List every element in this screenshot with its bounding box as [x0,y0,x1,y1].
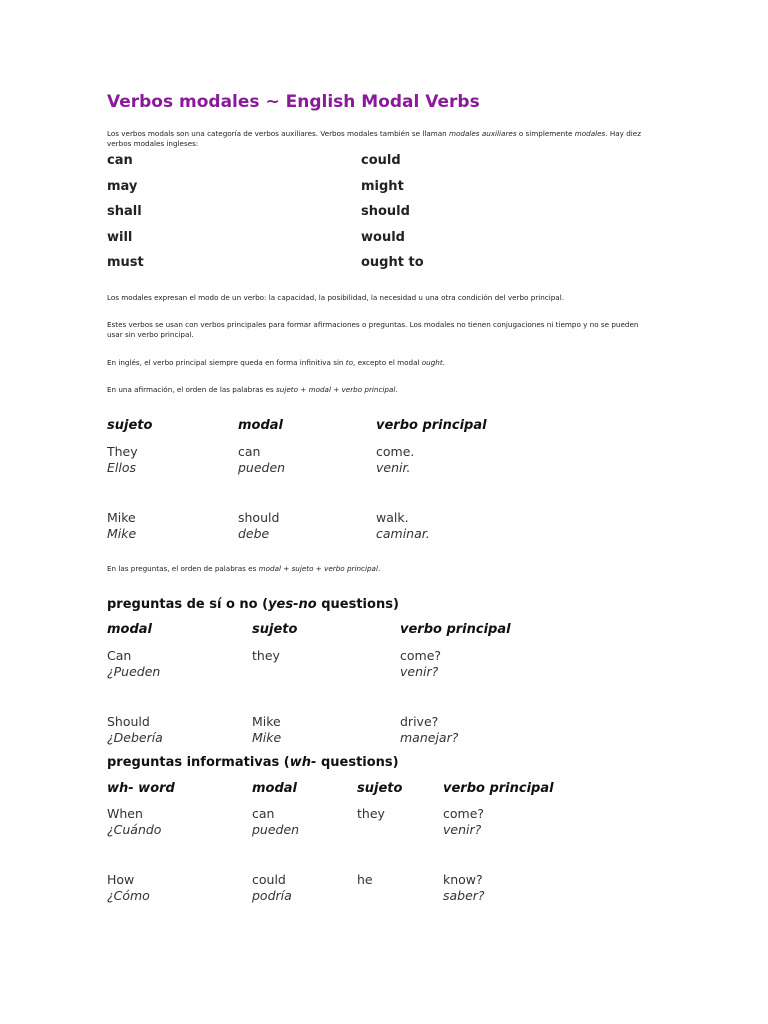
affirm-header-modal: modal [238,418,284,433]
modal-list-left-4: will [107,230,133,245]
para5-text-1: En las preguntas, el orden de palabras es [107,564,259,573]
intro-text-2: o simplemente [516,129,575,138]
affirm-header-verb: verbo principal [376,418,487,433]
para3-text-1: En inglés, el verbo principal siempre queda en forma infinitiva sin [107,358,346,367]
affirm-row1-verb-es: venir. [376,460,411,475]
wh-header-verb: verbo principal [443,781,554,796]
yesno-row2-verb-es: manejar? [400,730,459,745]
yesno-header-verb: verbo principal [400,622,511,637]
paragraph-question-order [107,564,652,574]
yesno-row1-modal-en: Can [107,648,132,663]
para4-em: sujeto + modal + verbo principal [276,385,396,394]
wh-row2-verb-es: saber? [443,888,485,903]
intro-text-1: Los verbos modals son una categoría de verbos auxiliares. Verbos modales también se llaman [107,129,450,138]
wh-title-text-2: questions) [316,755,399,770]
wh-row2-word-es: ¿Cómo [107,888,150,903]
para3-text-2: , excepto el modal [353,358,422,367]
affirm-row1-modal-en: can [238,444,261,459]
modal-list-right-1: could [361,153,401,168]
paragraph-infinitive [107,358,652,368]
yesno-row2-modal-es: ¿Debería [107,730,163,745]
paragraph-affirm-order [107,385,652,395]
yesno-row1-subject-en: they [252,648,280,663]
wh-row2-verb-en: know? [443,872,483,887]
wh-row1-modal-es: pueden [252,822,300,837]
intro-em-2: modales [574,129,606,138]
affirm-row1-subject-es: Ellos [107,460,137,475]
wh-row1-verb-en: come? [443,806,485,821]
wh-title-text-1: preguntas informativas ( [107,755,290,770]
intro-em-1: modales auxiliares [449,129,517,138]
yesno-row1-verb-es: venir? [400,664,439,679]
page-title: Verbos modales ~ English Modal Verbs [107,92,480,112]
wh-header-modal: modal [252,781,298,796]
yesno-row2-subject-en: Mike [252,714,281,729]
affirm-row2-subject-en: Mike [107,510,136,525]
modal-list-right-2: might [361,179,404,194]
para3-em-2: ought [421,358,443,367]
para4-text-2: . [395,385,398,394]
para5-text-2: . [377,564,381,573]
affirm-row2-verb-es: caminar. [376,526,430,541]
para3-text-3: . [442,358,445,367]
affirm-row1-modal-es: pueden [238,460,286,475]
affirm-row1-verb-en: come. [376,444,415,459]
yesno-header-modal: modal [107,622,153,637]
yesno-section-title [107,597,399,612]
para4-text-1: En una afirmación, el orden de las palabras es [107,385,277,394]
yesno-title-em: yes-no [268,597,317,612]
wh-row1-word-en: When [107,806,143,821]
intro-paragraph [107,129,652,149]
wh-row2-subject-en: he [357,872,373,887]
yesno-row2-modal-en: Should [107,714,150,729]
wh-row1-word-es: ¿Cuándo [107,822,162,837]
wh-title-em: wh- [289,755,317,770]
para3-em-1: to [345,358,353,367]
modal-list-right-4: would [361,230,405,245]
modal-list-left-3: shall [107,204,142,219]
yesno-row1-modal-es: ¿Pueden [107,664,161,679]
paragraph-usage: Estes verbos se usan con verbos principales para formar afirmaciones o preguntas. Los modales no tienen conjugaciones ni tiempo y no se pueden usar sin verbo principal. [107,320,639,339]
modal-list-left-5: must [107,255,144,270]
wh-row1-modal-en: can [252,806,275,821]
para5-em: modal + sujeto + verbo principal [258,564,378,573]
wh-header-subject: sujeto [357,781,403,796]
affirm-row2-subject-es: Mike [107,526,137,541]
yesno-title-text-2: questions) [316,597,399,612]
paragraph-modes: Los modales expresan el modo de un verbo: la capacidad, la posibilidad, la necesidad u una otra condición del verbo principal. [107,293,564,302]
modal-list-right-5: ought to [361,255,424,270]
wh-row2-word-en: How [107,872,135,887]
modal-list-left-2: may [107,179,138,194]
yesno-row2-subject-es: Mike [252,730,282,745]
wh-row2-modal-es: podría [252,888,292,903]
affirm-row2-modal-es: debe [238,526,270,541]
modal-list-right-3: should [361,204,410,219]
affirm-row1-subject-en: They [107,444,138,459]
wh-row1-subject-en: they [357,806,385,821]
affirm-row2-modal-en: should [238,510,280,525]
modal-list-left-1: can [107,153,133,168]
yesno-row1-verb-en: come? [400,648,442,663]
wh-section-title [107,755,399,770]
yesno-row2-verb-en: drive? [400,714,439,729]
affirm-row2-verb-en: walk. [376,510,409,525]
affirm-header-subject: sujeto [107,418,153,433]
yesno-title-text-1: preguntas de sí o no ( [107,597,269,612]
yesno-header-subject: sujeto [252,622,298,637]
wh-row1-verb-es: venir? [443,822,482,837]
wh-header-word: wh- word [107,781,175,796]
wh-row2-modal-en: could [252,872,286,887]
intro-text-3: . Hay diez verbos modales ingleses: [107,129,641,148]
